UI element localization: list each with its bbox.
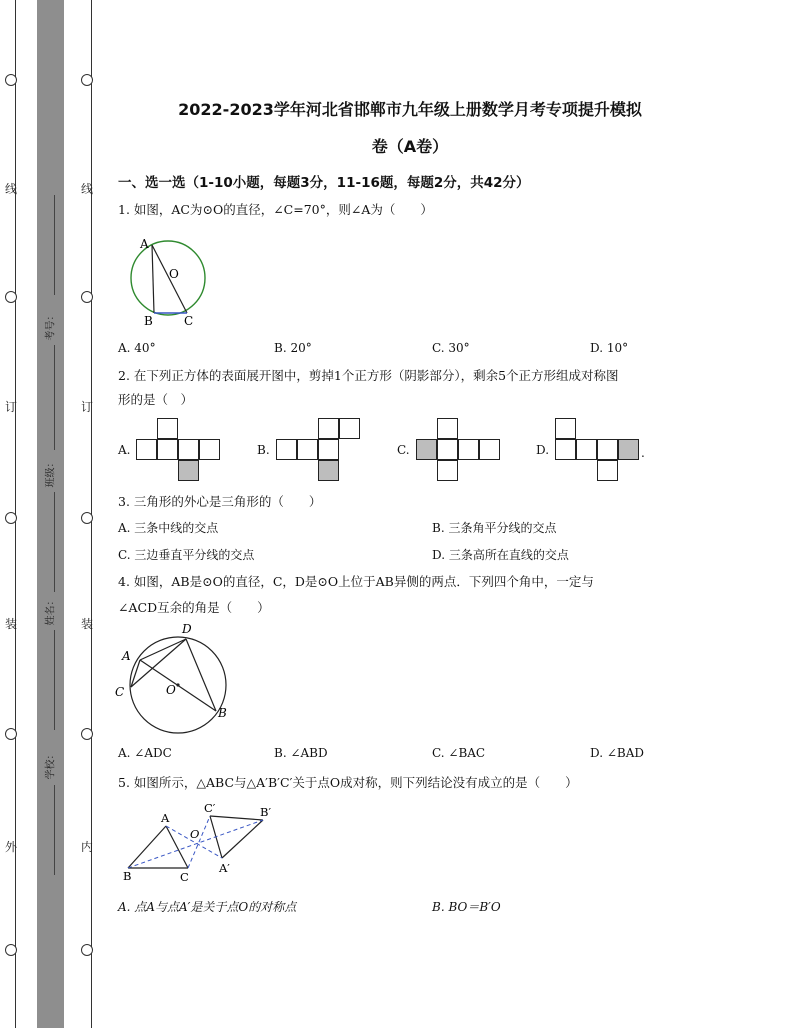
q5-label-c: C bbox=[180, 870, 189, 884]
binding-label-exam-number: 考号： bbox=[45, 310, 57, 341]
page-title-line2: 卷（A卷） bbox=[371, 137, 449, 156]
fill-line bbox=[54, 630, 55, 730]
q4-label-d: D bbox=[182, 622, 192, 636]
question-4-stem-line1: 4. 如图，AB是⊙O的直径，C，D是⊙O上位于AB异侧的两点．下列四个角中，一定与 bbox=[118, 574, 594, 589]
binding-hole-inner bbox=[81, 944, 93, 956]
question-2-option-b[interactable]: B. bbox=[257, 443, 270, 457]
question-4-option-a[interactable]: A. ∠ADC bbox=[118, 746, 172, 760]
question-5-stem: 5. 如图所示，△ABC与△A′B′C′关于点O成对称，则下列结论没有成立的是（ ） bbox=[118, 775, 578, 790]
q5-label-b-prime: B′ bbox=[260, 805, 272, 819]
question-5-option-a[interactable]: A. 点A与点A′是关于点O的对称点 bbox=[118, 900, 297, 914]
question-2-net-c bbox=[416, 418, 506, 484]
question-4-option-d[interactable]: D. ∠BAD bbox=[590, 746, 644, 760]
question-2-stem-line2: 形的是（ ） bbox=[118, 392, 194, 407]
q5-label-o: O bbox=[190, 827, 200, 841]
binding-hole-outer bbox=[5, 728, 17, 740]
binding-hole-outer bbox=[5, 74, 17, 86]
question-3-option-b[interactable]: B. 三条角平分线的交点 bbox=[432, 521, 557, 535]
question-4-figure bbox=[112, 618, 237, 740]
fill-line bbox=[54, 195, 55, 295]
q1-label-a: A bbox=[140, 237, 149, 251]
question-4-option-b[interactable]: B. ∠ABD bbox=[274, 746, 328, 760]
binding-hole-outer bbox=[5, 291, 17, 303]
page-title: 2022-2023学年河北省邯郸市九年级上册数学月考专项提升模拟 bbox=[178, 100, 642, 119]
binding-char: 装 bbox=[81, 617, 94, 631]
question-1-option-b[interactable]: B. 20° bbox=[274, 341, 312, 355]
q1-label-c: C bbox=[184, 314, 194, 328]
binding-char: 内 bbox=[81, 840, 94, 854]
fill-line bbox=[54, 785, 55, 875]
binding-char: 外 bbox=[5, 840, 18, 854]
question-2-net-d bbox=[555, 418, 645, 484]
question-3-option-a[interactable]: A. 三条中线的交点 bbox=[118, 521, 219, 535]
question-2-stem-line1: 2. 在下列正方体的表面展开图中，剪掉1个正方形（阴影部分），剩余5个正方形组成对称图 bbox=[118, 368, 619, 383]
binding-label-name: 姓名： bbox=[45, 595, 57, 626]
question-2-option-a[interactable]: A. bbox=[118, 443, 131, 457]
question-2-period: . bbox=[641, 446, 645, 460]
binding-hole-outer bbox=[5, 944, 17, 956]
question-3-option-c[interactable]: C. 三边垂直平分线的交点 bbox=[118, 548, 255, 562]
binding-hole-inner bbox=[81, 728, 93, 740]
binding-rail bbox=[37, 0, 64, 1028]
fill-line bbox=[54, 345, 55, 450]
q5-label-c-prime: C′ bbox=[204, 801, 216, 815]
binding-hole-inner bbox=[81, 74, 93, 86]
question-2-option-d[interactable]: D. bbox=[536, 443, 550, 457]
binding-hole-inner bbox=[81, 291, 93, 303]
binding-char: 装 bbox=[5, 617, 18, 631]
q4-label-o: O bbox=[166, 683, 176, 697]
question-1-stem: 1. 如图，AC为⊙O的直径，∠C=70°，则∠A为（ ） bbox=[118, 202, 433, 217]
question-3-option-d[interactable]: D. 三条高所在直线的交点 bbox=[432, 548, 569, 562]
q5-label-b: B bbox=[123, 869, 132, 883]
question-1-figure bbox=[124, 233, 214, 328]
section-heading: 一、选一选（1-10小题，每题3分，11-16题，每题2分，共42分） bbox=[118, 175, 530, 191]
q4-label-a: A bbox=[122, 649, 131, 663]
fill-line bbox=[54, 492, 55, 592]
binding-hole-inner bbox=[81, 512, 93, 524]
binding-char: 线 bbox=[81, 182, 94, 196]
q5-label-a-prime: A′ bbox=[219, 861, 230, 875]
question-1-option-c[interactable]: C. 30° bbox=[432, 341, 470, 355]
question-4-stem-line2: ∠ACD互余的角是（ ） bbox=[118, 600, 270, 615]
question-1-option-d[interactable]: D. 10° bbox=[590, 341, 629, 355]
q5-label-a: A bbox=[161, 811, 170, 825]
question-2-net-a bbox=[136, 418, 226, 484]
binding-hole-outer bbox=[5, 512, 17, 524]
question-4-option-c[interactable]: C. ∠BAC bbox=[432, 746, 486, 760]
q4-label-c: C bbox=[115, 685, 125, 699]
binding-char: 订 bbox=[5, 400, 18, 414]
question-2-net-b bbox=[276, 418, 366, 484]
question-5-option-b[interactable]: B. BO＝B′O bbox=[432, 900, 501, 914]
binding-label-school: 学校： bbox=[45, 749, 57, 780]
binding-label-class: 班级： bbox=[45, 457, 57, 488]
question-3-stem: 3. 三角形的外心是三角形的（ ） bbox=[118, 494, 322, 509]
question-2-option-c[interactable]: C. bbox=[397, 443, 410, 457]
q1-label-o: O bbox=[169, 267, 179, 281]
q1-label-b: B bbox=[144, 314, 153, 328]
binding-char: 线 bbox=[5, 182, 18, 196]
question-1-option-a[interactable]: A. 40° bbox=[118, 341, 156, 355]
q4-label-b: B bbox=[218, 706, 227, 720]
binding-char: 订 bbox=[81, 400, 94, 414]
question-5-figure bbox=[118, 800, 283, 888]
